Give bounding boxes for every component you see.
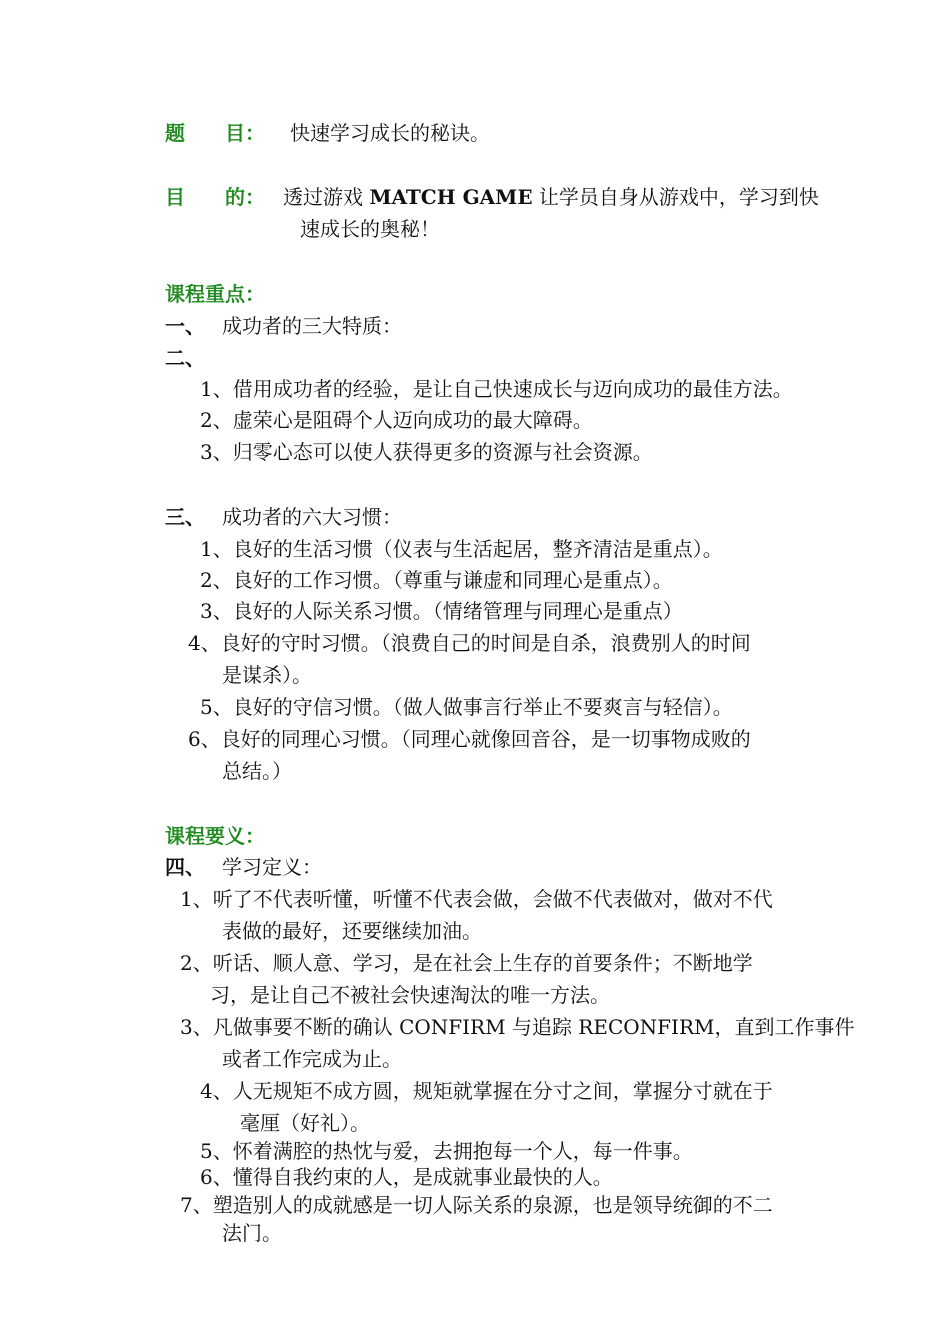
definition-item: 7、塑造别人的成就感是一切人际关系的泉源，也是领导统御的不二 [180,1193,773,1217]
definition-item: 4、人无规矩不成方圆，规矩就掌握在分寸之间，掌握分寸就在于 [200,1079,773,1103]
definition-item-continued: 毫厘（好礼）。 [240,1111,370,1135]
purpose-text-a: 透过游戏 [283,185,370,209]
habit-item: 2、良好的工作习惯。（尊重与谦虚和同理心是重点）。 [200,568,673,592]
section-2-label: 二、 [165,346,205,370]
match-game-term: MATCH GAME [369,185,533,209]
definition-item: 3、凡做事要不断的确认 CONFIRM 与追踪 RECONFIRM，直到工作事件 [180,1015,855,1039]
purpose-text-b: 让学员自身从游戏中，学习到快 [532,185,819,209]
focus-heading: 课程重点： [165,282,265,306]
section-1-text: 成功者的三大特质： [222,314,402,338]
habit-item-continued: 是谋杀）。 [222,663,312,687]
habit-item: 1、良好的生活习惯（仪表与生活起居，整齐清洁是重点）。 [200,537,723,561]
section-4-text: 学习定义： [222,855,322,879]
section-3-text: 成功者的六大习惯： [222,505,402,529]
habit-item: 6、良好的同理心习惯。（同理心就像回音谷，是一切事物成败的 [188,727,751,751]
definition-item-continued: 或者工作完成为止。 [222,1047,402,1071]
definition-item: 5、怀着满腔的热忱与爱，去拥抱每一个人，每一件事。 [200,1139,693,1163]
section-4-label: 四、 [165,855,205,879]
essentials-heading: 课程要义： [165,824,265,848]
definition-item: 6、懂得自我约束的人，是成就事业最快的人。 [200,1165,613,1189]
habit-item-continued: 总结。） [222,759,292,783]
purpose-label: 目 的： [165,185,265,209]
section-3-label: 三、 [165,505,205,529]
definition-item-continued: 法门。 [222,1221,282,1245]
section-1-label: 一、 [165,314,205,338]
trait-item: 3、归零心态可以使人获得更多的资源与社会资源。 [200,440,653,464]
purpose-line-1 [283,183,819,211]
habit-item: 3、良好的人际关系习惯。（情绪管理与同理心是重点） [200,599,683,623]
definition-item: 2、听话、顺人意、学习，是在社会上生存的首要条件；不断地学 [180,951,753,975]
purpose-line-2: 速成长的奥秘！ [300,217,440,241]
habit-item: 4、良好的守时习惯。（浪费自己的时间是自杀，浪费别人的时间 [188,631,751,655]
definition-item: 1、听了不代表听懂，听懂不代表会做，会做不代表做对，做对不代 [180,887,773,911]
habit-item: 5、良好的守信习惯。（做人做事言行举止不要爽言与轻信）。 [200,695,733,719]
definition-item-continued: 习，是让自己不被社会快速淘汰的唯一方法。 [210,983,610,1007]
trait-item: 1、借用成功者的经验，是让自己快速成长与迈向成功的最佳方法。 [200,377,793,401]
title-text: 快速学习成长的秘诀。 [290,121,490,145]
trait-item: 2、虚荣心是阻碍个人迈向成功的最大障碍。 [200,408,593,432]
title-label: 题 目： [165,121,265,145]
definition-item-continued: 表做的最好，还要继续加油。 [222,919,482,943]
